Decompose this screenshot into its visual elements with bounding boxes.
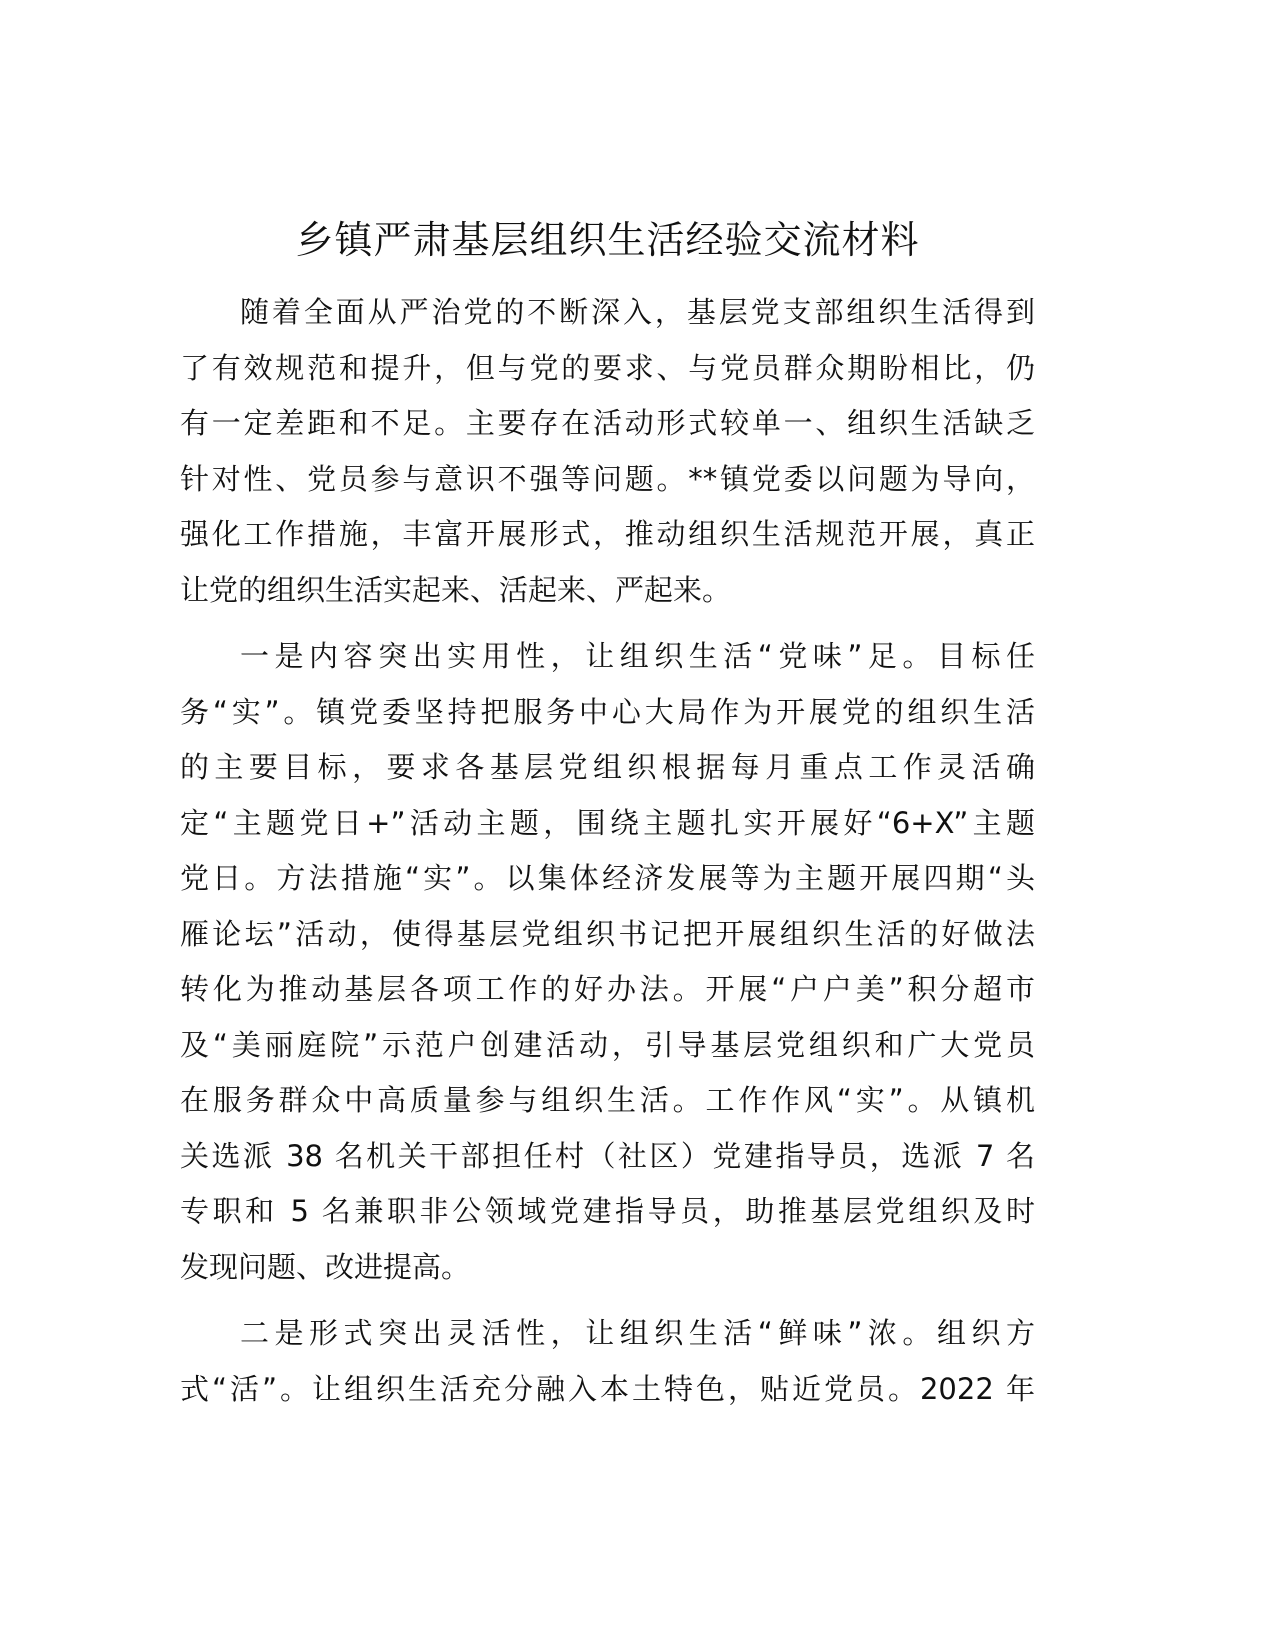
text-line: 针对性、党员参与意识不强等问题。**镇党委以问题为导向， <box>180 461 1035 496</box>
text-line: 雁论坛”活动，使得基层党组织书记把开展组织生活的好做法 <box>180 916 1035 951</box>
text-line: 定“主题党日+”活动主题，围绕主题扎实开展好“6+X”主题 <box>180 805 1035 840</box>
text-line: 随着全面从严治党的不断深入，基层党支部组织生活得到 <box>240 295 1035 329</box>
text-line: 强化工作措施，丰富开展形式，推动组织生活规范开展，真正 <box>180 517 1035 551</box>
text-line: 转化为推动基层各项工作的好办法。开展“户户美”积分超市 <box>180 972 1035 1006</box>
text-line: 有一定差距和不足。主要存在活动形式较单一、组织生活缺乏 <box>180 406 1035 440</box>
paragraph <box>180 629 1035 1295</box>
text-line: 在服务群众中高质量参与组织生活。工作作风“实”。从镇机 <box>180 1083 1035 1117</box>
text-line: 式“活”。让组织生活充分融入本土特色，贴近党员。2022 年 <box>180 1371 1035 1406</box>
text-line: 了有效规范和提升，但与党的要求、与党员群众期盼相比，仍 <box>180 350 1035 385</box>
text-line: 及“美丽庭院”示范户创建活动，引导基层党组织和广大党员 <box>180 1027 1035 1062</box>
paragraph <box>180 285 1035 618</box>
document-title: 乡镇严肃基层组织生活经验交流材料 <box>295 218 920 262</box>
text-line: 发现问题、改进提高。 <box>180 1249 471 1284</box>
text-line: 专职和 5 名兼职非公领域党建指导员，助推基层党组织及时 <box>180 1194 1035 1228</box>
paragraph <box>180 1306 1035 1417</box>
text-line: 的主要目标，要求各基层党组织根据每月重点工作灵活确 <box>180 750 1035 784</box>
text-line: 二是形式突出灵活性，让组织生活“鲜味”浓。组织方 <box>240 1316 1035 1350</box>
document-body <box>180 285 1035 1428</box>
text-line: 关选派 38 名机关干部担任村（社区）党建指导员，选派 7 名 <box>180 1138 1035 1173</box>
text-line: 务“实”。镇党委坚持把服务中心大局作为开展党的组织生活 <box>180 694 1035 729</box>
text-line: 一是内容突出实用性，让组织生活“党味”足。目标任 <box>240 639 1035 673</box>
text-line: 党日。方法措施“实”。以集体经济发展等为主题开展四期“头 <box>180 861 1035 895</box>
text-line: 让党的组织生活实起来、活起来、严起来。 <box>180 572 732 607</box>
